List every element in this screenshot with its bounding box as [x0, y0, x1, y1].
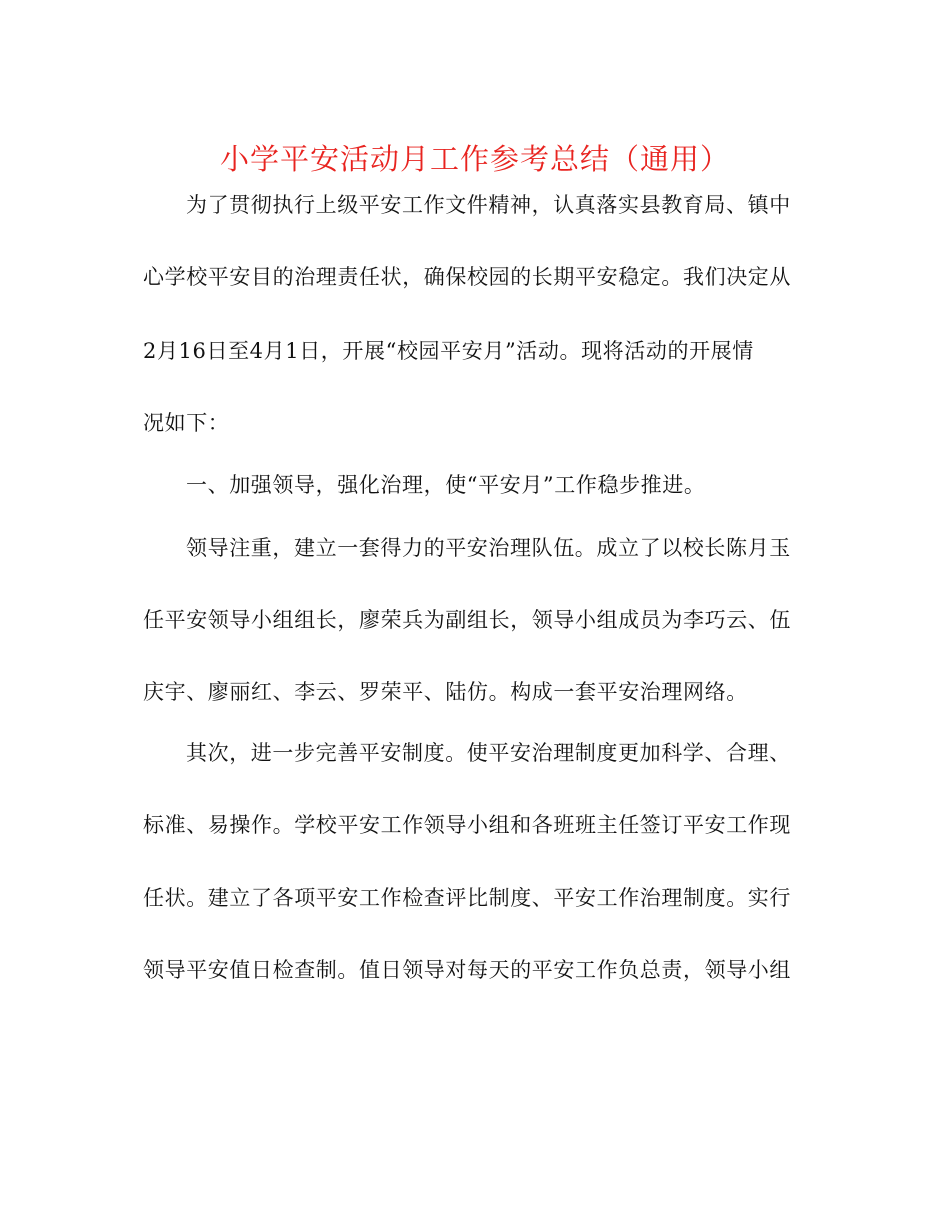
paragraph-line: 领导注重，建立一套得力的平安治理队伍。成立了以校长陈月玉 — [186, 536, 791, 560]
paragraph-line: 其次，进一步完善平安制度。使平安治理制度更加科学、合理、 — [186, 741, 791, 765]
paragraph-line: 为了贯彻执行上级平安工作文件精神，认真落实县教育局、镇中 — [186, 193, 791, 217]
paragraph-line: 任状。建立了各项平安工作检查评比制度、平安工作治理制度。实行 — [143, 886, 791, 910]
section-heading: 一、加强领导，强化治理，使“平安月”工作稳步推进。 — [186, 473, 706, 497]
paragraph-line: 庆宇、廖丽红、李云、罗荣平、陆仿。构成一套平安治理网络。 — [143, 680, 748, 704]
paragraph-line: 任平安领导小组组长，廖荣兵为副组长，领导小组成员为李巧云、伍 — [143, 608, 791, 632]
paragraph-line: 心学校平安目的治理责任状，确保校园的长期平安稳定。我们决定从 — [143, 265, 791, 289]
paragraph-line: 况如下： — [143, 411, 230, 435]
paragraph-line: 2月16日至4月1日，开展“校园平安月”活动。现将活动的开展情 — [143, 339, 754, 363]
paragraph-line: 领导平安值日检查制。值日领导对每天的平安工作负总责，领导小组 — [143, 958, 791, 982]
document-title: 小学平安活动月工作参考总结（通用） — [219, 142, 730, 176]
paragraph-line: 标准、易操作。学校平安工作领导小组和各班班主任签订平安工作现 — [143, 813, 791, 837]
